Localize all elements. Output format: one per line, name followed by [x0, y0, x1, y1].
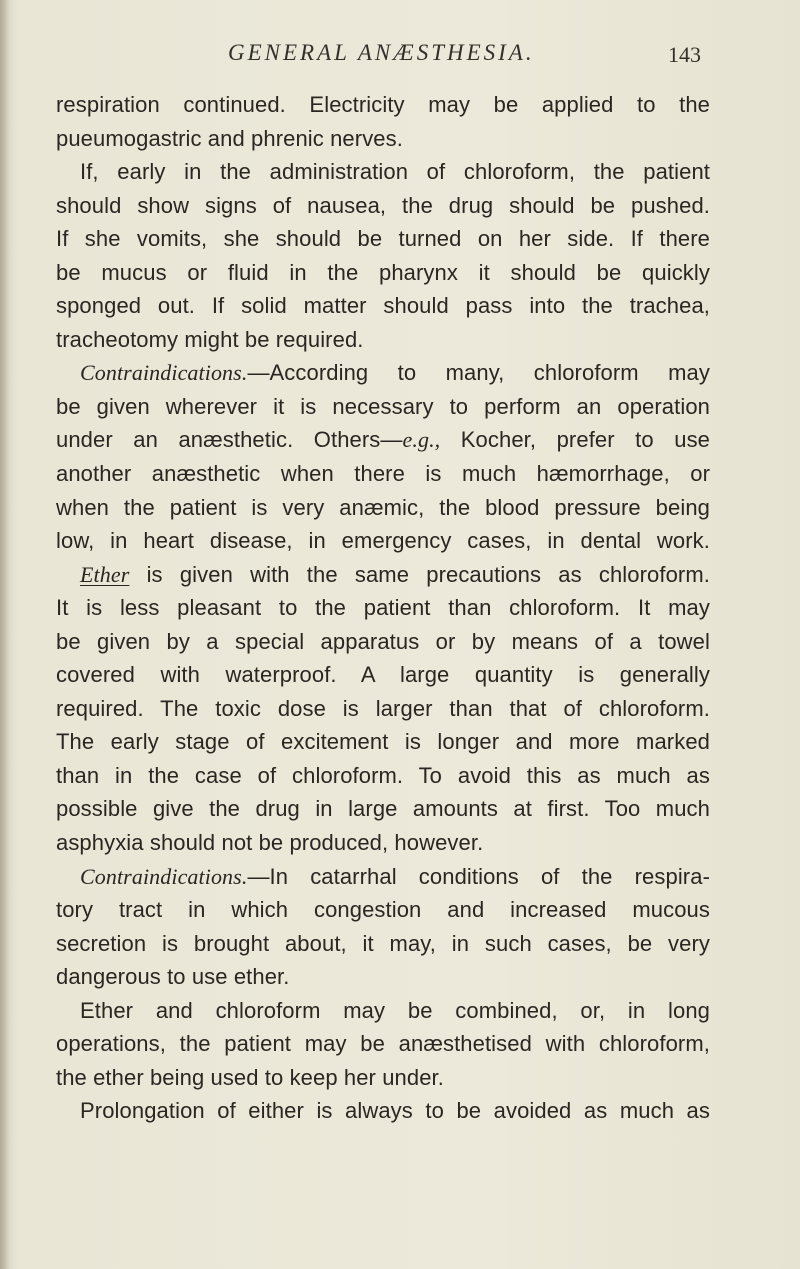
text-line: If, early in the administration of chloroform, the patient [80, 159, 710, 185]
text-line: should show signs of nausea, the drug should be pushed. [56, 192, 710, 218]
text-line: tory tract in which congestion and increased mucous [56, 897, 710, 923]
text-line: secretion is brought about, it may, in such cases, be very [56, 930, 710, 956]
text-line: possible give the drug in large amounts at first. Too much [56, 796, 710, 822]
subheading-contraindications: Contraindications. [80, 863, 248, 889]
text-line: be given by a special apparatus or by means of a towel [56, 628, 710, 654]
text-line: asphyxia should not be produced, however. [56, 830, 484, 856]
text-line: It is less pleasant to the patient than chloroform. It may [56, 595, 710, 621]
subheading-contraindications: Contraindications. [80, 360, 248, 386]
text-line: when the patient is very anæmic, the blood pressure being [56, 494, 710, 520]
text-line: operations, the patient may be anæsthetised with chloroform, [56, 1031, 710, 1057]
text-line: dangerous to use ether. [56, 964, 290, 990]
text-line: be given wherever it is necessary to perform an operation [56, 393, 710, 419]
text-line: Ether and chloroform may be combined, or, in long [80, 997, 710, 1023]
page-header [0, 38, 800, 78]
text-line: pueumogastric and phrenic nerves. [56, 125, 403, 151]
text-line: low, in heart disease, in emergency cases, in dental work. [56, 528, 710, 554]
text-line: another anæsthetic when there is much hæmorrhage, or [56, 461, 710, 487]
text-line: The early stage of excitement is longer and more marked [56, 729, 710, 755]
text-line: Contraindications.—According to many, chloroform may [80, 360, 710, 386]
text-line: sponged out. If solid matter should pass into the trachea, [56, 293, 710, 319]
text-line: required. The toxic dose is larger than that of chloroform. [56, 695, 710, 721]
text-line: respiration continued. Electricity may be applied to the [56, 92, 710, 117]
text-line: If she vomits, she should be turned on her side. If there [56, 226, 710, 252]
text-line: Ether is given with the same precautions as chloroform. [80, 561, 710, 587]
running-head: GENERAL ANÆSTHESIA. [228, 40, 535, 65]
body-text [56, 88, 710, 1128]
page-number: 143 [668, 42, 701, 67]
text-line: Contraindications.—In catarrhal conditions of the respira- [80, 863, 710, 889]
text-line: Prolongation of either is always to be avoided as much as [80, 1098, 710, 1124]
text-line: under an anæsthetic. Others—e.g., Kocher, prefer to use [56, 427, 711, 453]
text-line: covered with waterproof. A large quantity is generally [56, 662, 710, 688]
subheading-ether: Ether [80, 561, 130, 587]
text-line: the ether being used to keep her under. [56, 1064, 444, 1090]
binding-shadow [0, 0, 10, 1269]
text-line: tracheotomy might be required. [56, 326, 364, 352]
text-line: than in the case of chloroform. To avoid this as much as [56, 762, 710, 788]
text-line: be mucus or fluid in the pharynx it should be quickly [56, 259, 710, 285]
